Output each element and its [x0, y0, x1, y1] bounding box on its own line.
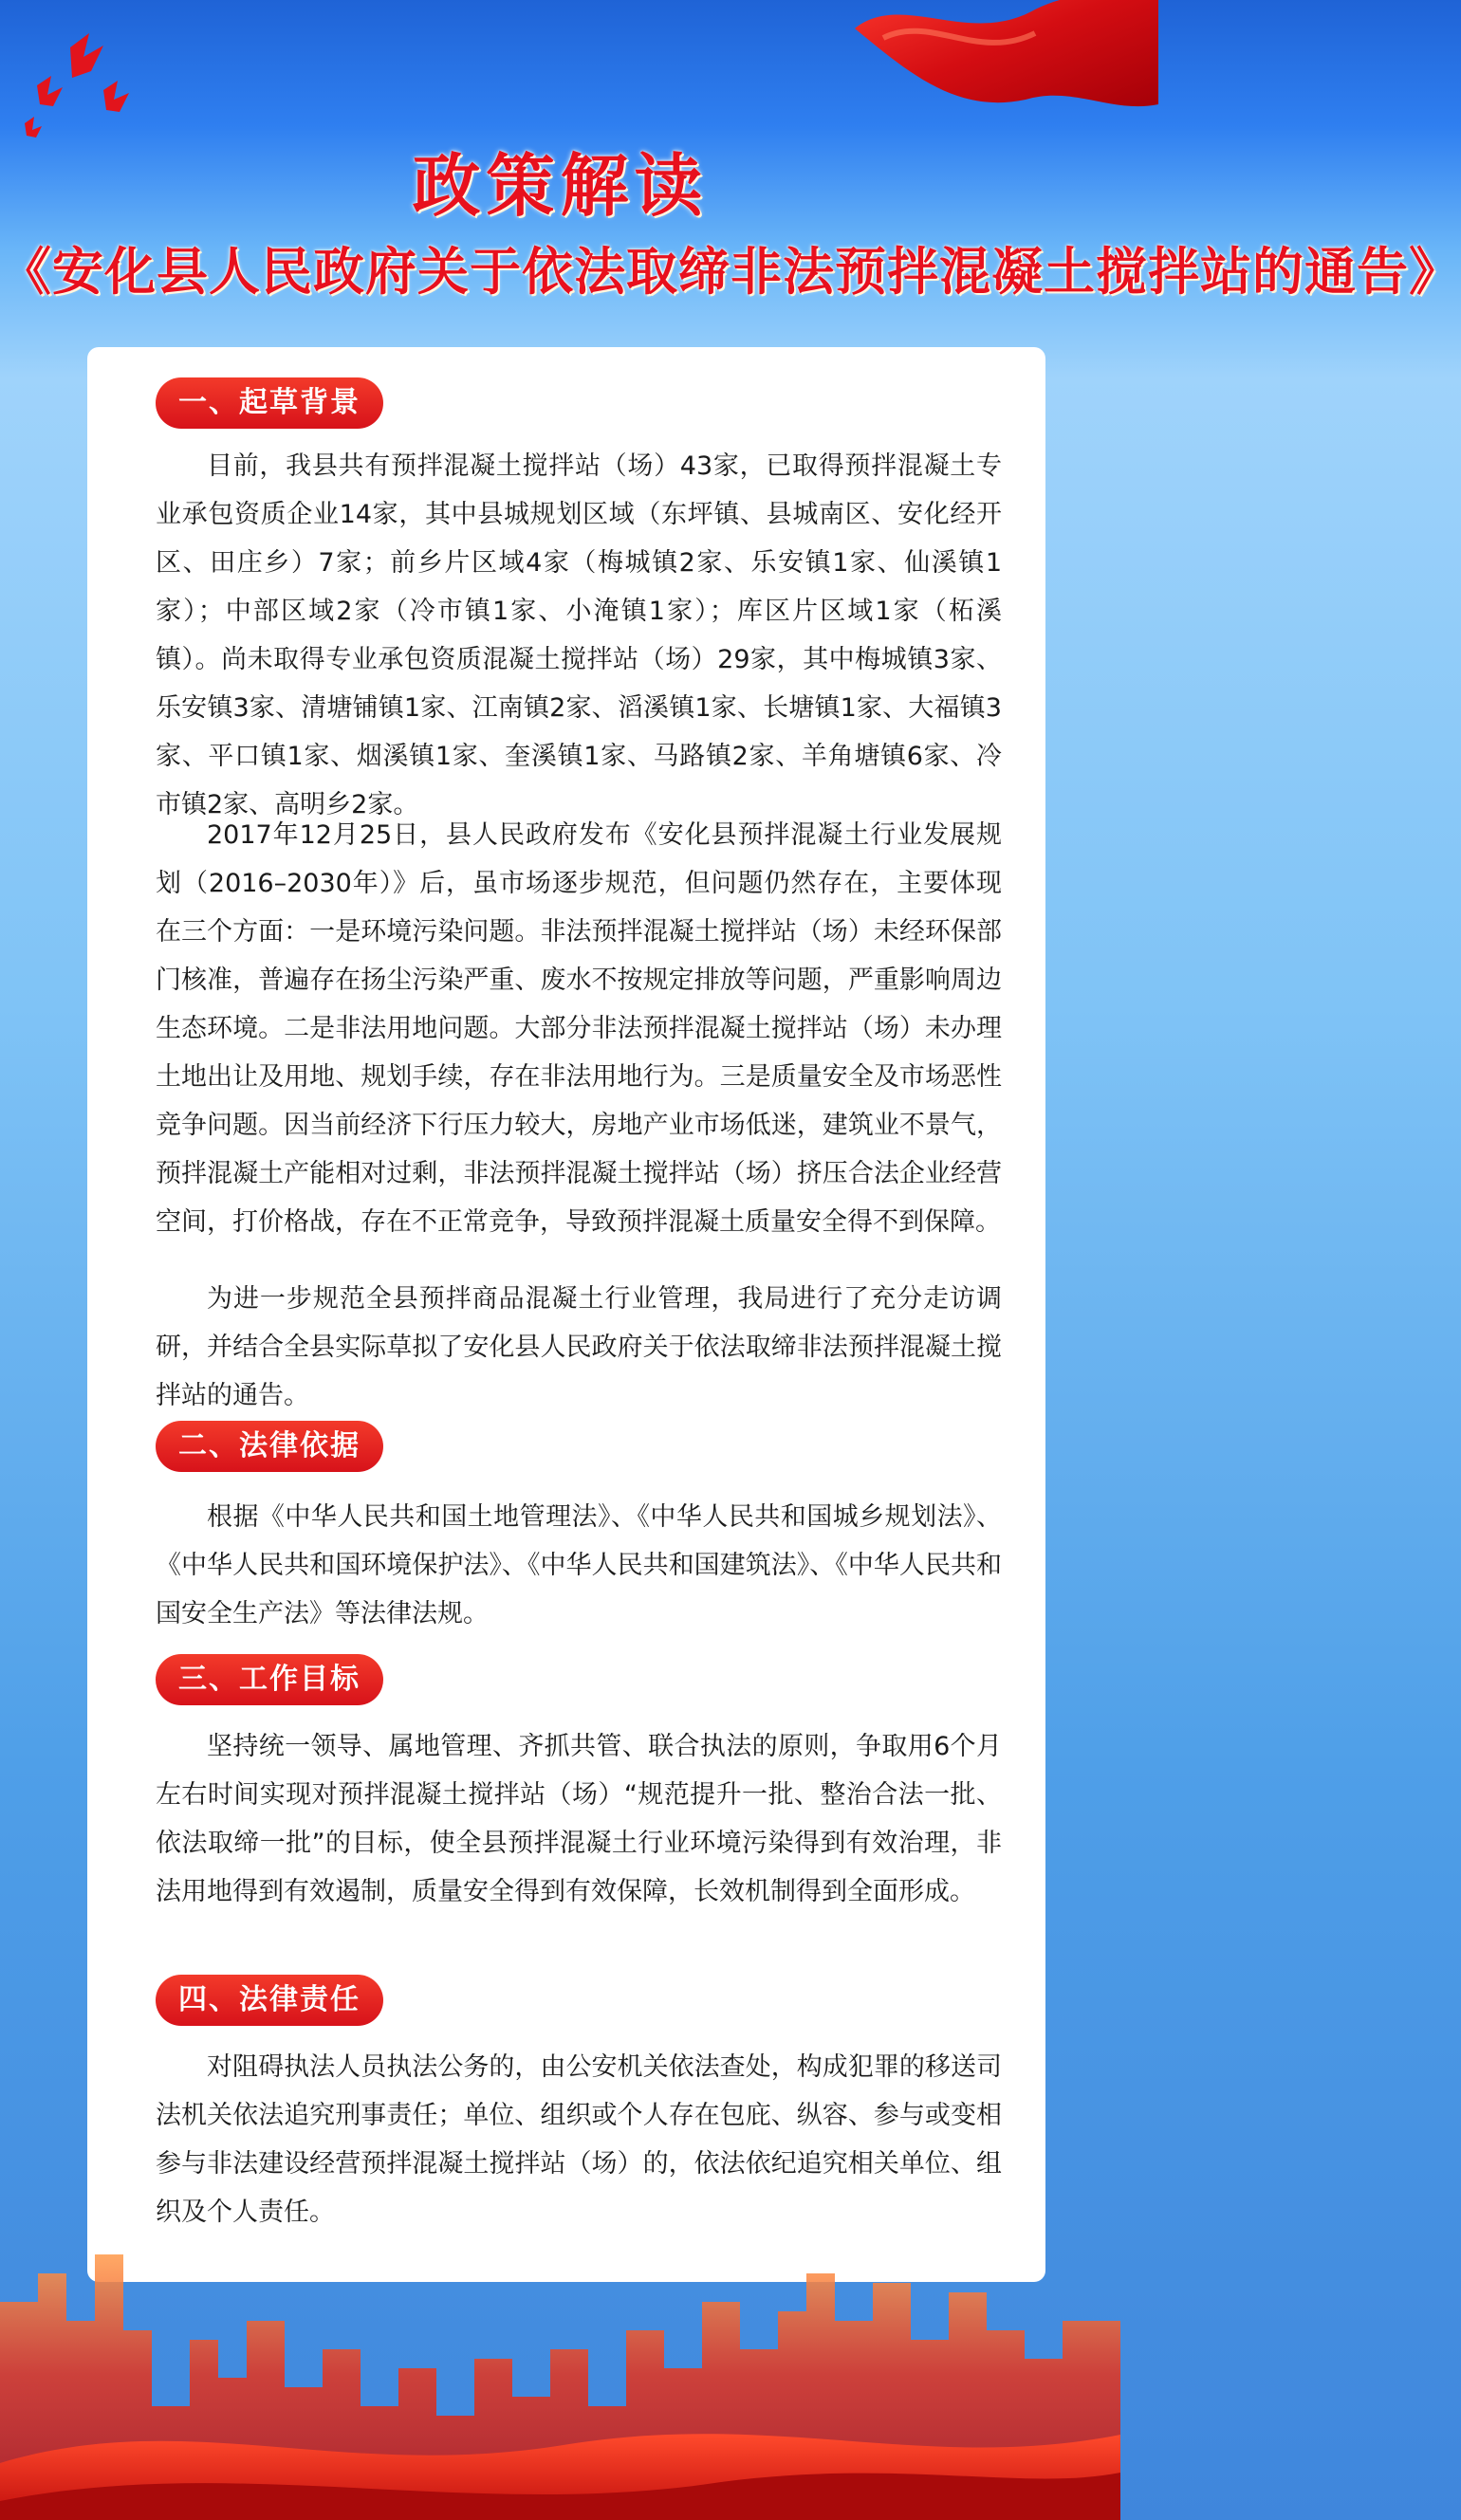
content-panel: [87, 347, 1045, 2282]
city-skyline-icon: [0, 2216, 1120, 2520]
section-heading-background: 一、起草背景: [156, 377, 383, 429]
doves-icon: [13, 28, 146, 142]
notice-title: 《安化县人民政府关于依法取缔非法预拌混凝土搅拌站的通告》: [0, 242, 1461, 302]
paragraph-goals: 坚持统一领导、属地管理、齐抓共管、联合执法的原则，争取用6个月左右时间实现对预拌混凝土搅拌站（场）“规范提升一批、整治合法一批、依法取缔一批”的目标，使全县预拌混凝土行业环境污染得到有效治理，非法用地得到有效遏制，质量安全得到有效保障，长效机制得到全面形成。: [156, 1732, 1002, 1906]
paragraph-background-1: 目前，我县共有预拌混凝土搅拌站（场）43家，已取得预拌混凝土专业承包资质企业14家，其中县城规划区域（东坪镇、县城南区、安化经开区、田庄乡）7家；前乡片区域4家（梅城镇2家、乐安镇1家、仙溪镇1家）；中部区域2家（冷市镇1家、小淹镇1家）；库区片区域1家（柘溪镇）。尚未取得专业承包资质混凝土搅拌站（场）29家，其中梅城镇3家、乐安镇3家、清塘铺镇1家、江南镇2家、滔溪镇1家、长塘镇1家、大福镇3家、平口镇1家、烟溪镇1家、奎溪镇1家、马路镇2家、羊角塘镇6家、冷市镇2家、高明乡2家。: [156, 451, 1002, 819]
section-heading-legal-basis: 二、法律依据: [156, 1421, 383, 1472]
paragraph-background-2: 2017年12月25日，县人民政府发布《安化县预拌混凝土行业发展规划（2016–2030年）》后，虽市场逐步规范，但问题仍然存在，主要体现在三个方面：一是环境污染问题。非法预拌混凝土搅拌站（场）未经环保部门核准，普遍存在扬尘污染严重、废水不按规定排放等问题，严重影响周边生态环境。二是非法用地问题。大部分非法预拌混凝土搅拌站（场）未办理土地出让及用地、规划手续，存在非法用地行为。三是质量安全及市场恶性竞争问题。因当前经济下行压力较大，房地产业市场低迷，建筑业不景气，预拌混凝土产能相对过剩，非法预拌混凝土搅拌站（场）挤压合法企业经营空间，打价格战，存在不正常竞争，导致预拌混凝土质量安全得不到保障。: [156, 820, 1002, 1237]
page-title: 政策解读: [412, 146, 709, 226]
paragraph-liability: 对阻碍执法人员执法公务的，由公安机关依法查处，构成犯罪的移送司法机关依法追究刑事责任；单位、组织或个人存在包庇、纵容、参与或变相参与非法建设经营预拌混凝土搅拌站（场）的，依法依纪追究相关单位、组织及个人责任。: [156, 2052, 1002, 2227]
red-flag-icon: [817, 0, 1158, 114]
paragraph-background-3: 为进一步规范全县预拌商品混凝土行业管理，我局进行了充分走访调研，并结合全县实际草拟了安化县人民政府关于依法取缔非法预拌混凝土搅拌站的通告。: [156, 1284, 1002, 1410]
section-heading-liability: 四、法律责任: [156, 1975, 383, 2026]
paragraph-legal-basis: 根据《中华人民共和国土地管理法》、《中华人民共和国城乡规划法》、《中华人民共和国环境保护法》、《中华人民共和国建筑法》、《中华人民共和国安全生产法》等法律法规。: [156, 1502, 1002, 1628]
section-heading-goals: 三、工作目标: [156, 1654, 383, 1705]
